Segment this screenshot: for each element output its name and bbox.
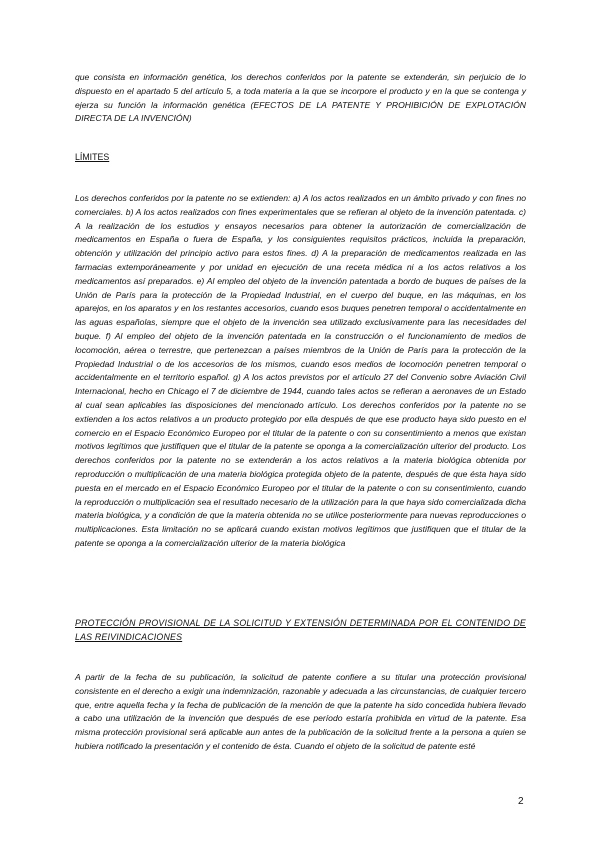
- intro-paragraph: que consista en información genética, los derechos conferidos por la patente se extenderán, sin perjuicio de lo dispuesto en el apartado 5 del artículo 5, a toda materia a la que se incorpore el producto y en la que se contenga y ejerza su función la información genética (EFECTOS DE LA PATENTE Y PROHIBICIÓN DE EXPLOTACIÓN DIRECTA DE LA INVENCIÓN): [75, 72, 526, 124]
- page-number: 2: [518, 796, 524, 807]
- section-heading-limites: LÍMITES: [75, 152, 110, 162]
- proteccion-paragraph: A partir de la fecha de su publicación, la solicitud de patente confiere a su titular una protección provisional consistente en el derecho a exigir una indemnización, razonable y adecuada a las circunstancias, de cualquier tercero que, entre aquella fecha y la fecha de publicación de la mención de que la patente ha sido concedida hubiera llevado a cabo una utilización de la invención que después de ese período estaría prohibida en virtud de la patente. Esa misma protección provisional será aplicable aun antes de la publicación de la solicitud frente a la persona a quien se hubiera notificado la presentación y el contenido de ésta. Cuando el objeto de la solicitud de patente esté: [75, 672, 526, 751]
- limites-paragraph: Los derechos conferidos por la patente no se extienden: a) A los actos realizados en un ámbito privado y con fines no comerciales. b) A los actos realizados con fines experimentales que se refieran al objeto de la invención patentada. c) A la realización de los estudios y ensayos necesarios para obtener la autorización de comercialización de medicamentos en España o fuera de España, y los consiguientes requisitos prácticos, incluida la preparación, obtención y utilización del principio activo para estos fines. d) A la preparación de medicamentos realizada en las farmacias extemporáneamente y por unidad en ejecución de una receta médica ni a los actos relativos a los medicamentos así preparados. e) Al empleo del objeto de la invención patentada a bordo de buques de países de la Unión de París para la protección de la Propiedad Industrial, en el cuerpo del buque, en las máquinas, en los aparejos, en los aparatos y en los restantes accesorios, cuando esos buques penetren temporal o accidentalmente en las aguas españolas, siempre que el objeto de la invención sea utilizado exclusivamente para las necesidades del buque. f) Al empleo del objeto de la invención patentada en la construcción o el funcionamiento de medios de locomoción, aérea o terrestre, que pertenezcan a países miembros de la Unión de París para la protección de la Propiedad Industrial o de los accesorios de los mismos, cuando esos medios de locomoción penetren temporal o accidentalmente en el territorio español. g) A los actos previstos por el artículo 27 del Convenio sobre Aviación Civil Internacional, hecho en Chicago el 7 de diciembre de 1944, cuando tales actos se refieran a aeronaves de un Estado al cual sean aplicables las disposiciones del mencionado artículo. Los derechos conferidos por la patente no se extienden a los actos relativos a un producto protegido por ella después de que ese producto haya sido puesto en el comercio en el Espacio Económico Europeo por el titular de la patente o con su consentimiento a menos que existan motivos legítimos que justifiquen que el titular de la patente se oponga a la comercialización ulterior del producto. Los derechos conferidos por la patente no se extenderán a los actos relativos a la materia biológica obtenida por reproducción o multiplicación de una materia biológica protegida objeto de la patente, después de que ésta haya sido puesta en el mercado en el Espacio Económico Europeo por el titular de la patente o con su consentimiento, cuando la reproducción o multiplicación sea el resultado necesario de la utilización para la que haya sido comercializada dicha materia biológica, y a condición de que la materia obtenida no se utilice posteriormente para nuevas reproducciones o multiplicaciones. Esta limitación no se aplicará cuando existan motivos legítimos que justifiquen que el titular de la patente se oponga a la comercialización ulterior de la materia biológica: [75, 193, 526, 548]
- section-heading-proteccion-provisional: PROTECCIÓN PROVISIONAL DE LA SOLICITUD Y EXTENSIÓN DETERMINADA POR EL CONTENIDO DE LAS REIVINDICACIONES: [75, 618, 526, 642]
